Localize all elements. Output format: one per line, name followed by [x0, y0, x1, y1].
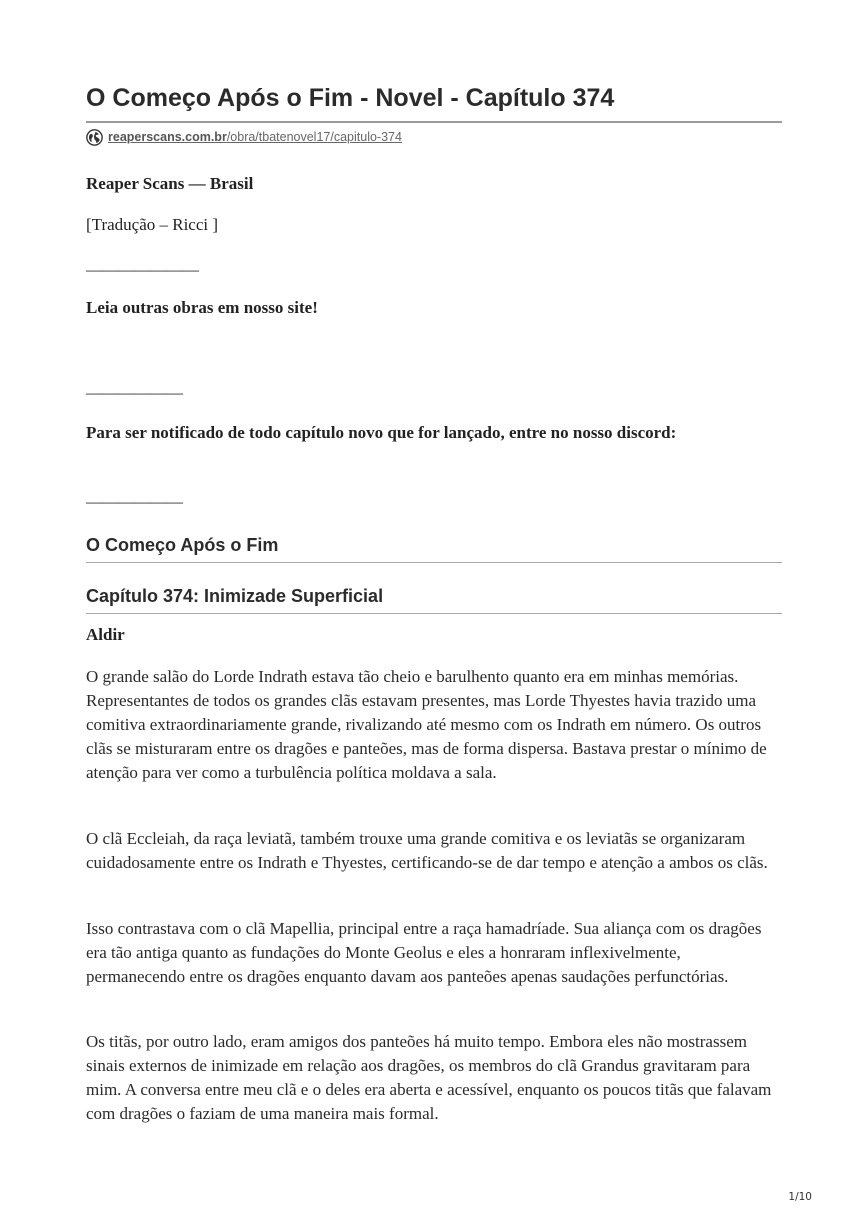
- translation-credit: [Tradução – Ricci ]: [86, 215, 219, 234]
- source-path: /obra/tbatenovel17/capitulo-374: [226, 130, 402, 144]
- page-number: 1/10: [788, 1191, 812, 1203]
- separator-line: ——————: [86, 383, 182, 402]
- source-url-link[interactable]: [108, 130, 402, 144]
- discord-notice: Para ser notificado de todo capítulo novo que for lançado, entre no nosso discord:: [86, 423, 677, 442]
- site-name: Reaper Scans — Brasil: [86, 174, 254, 193]
- separator-line: ———————: [86, 260, 198, 279]
- page-title: O Começo Após o Fim - Novel - Capítulo 374: [86, 84, 615, 112]
- globe-icon: [86, 129, 103, 146]
- heading-divider: [86, 562, 782, 563]
- paragraph: O grande salão do Lorde Indrath estava tão cheio e barulhento quanto era em minhas memórias. Representantes de todos os grandes clãs estavam presentes, mas Lorde Thyestes havia trazido uma comitiva extraordinariamente grande, rivalizando até mesmo com os Indrath em número. Os outros clãs se misturaram entre os dragões e panteões, mas de forma dispersa. Bastava prestar o mínimo de atenção para ver como a turbulência política moldava a sala.: [86, 667, 767, 782]
- paragraph: Isso contrastava com o clã Mapellia, principal entre a raça hamadríade. Sua aliança com os dragões era tão antiga quanto as fundações do Monte Geolus e eles a honraram inflexivelmente, permanecendo entre os dragões enquanto davam aos panteões apenas saudações perfunctórias.: [86, 919, 762, 986]
- source-domain: reaperscans.com.br: [108, 130, 227, 144]
- heading-divider: [86, 613, 782, 614]
- title-divider: [86, 121, 782, 123]
- chapter-heading: Capítulo 374: Inimizade Superficial: [86, 586, 384, 606]
- pov-label: Aldir: [86, 625, 125, 644]
- novel-heading: O Começo Após o Fim: [86, 535, 279, 555]
- promo-text: Leia outras obras em nosso site!: [86, 298, 318, 317]
- paragraph: O clã Eccleiah, da raça leviatã, também trouxe uma grande comitiva e os leviatãs se organizaram cuidadosamente entre os Indrath e Thyestes, certificando-se de dar tempo e atenção a ambos os clãs.: [86, 829, 768, 872]
- separator-line: ——————: [86, 492, 182, 511]
- source-url-line: [86, 128, 402, 146]
- paragraph: Os titãs, por outro lado, eram amigos dos panteões há muito tempo. Embora eles não mostrassem sinais externos de inimizade em relação aos dragões, os membros do clã Grandus gravitaram para mim. A conversa entre meu clã e o deles era aberta e acessível, enquanto os poucos titãs que falavam com dragões o faziam de uma maneira mais formal.: [86, 1032, 772, 1123]
